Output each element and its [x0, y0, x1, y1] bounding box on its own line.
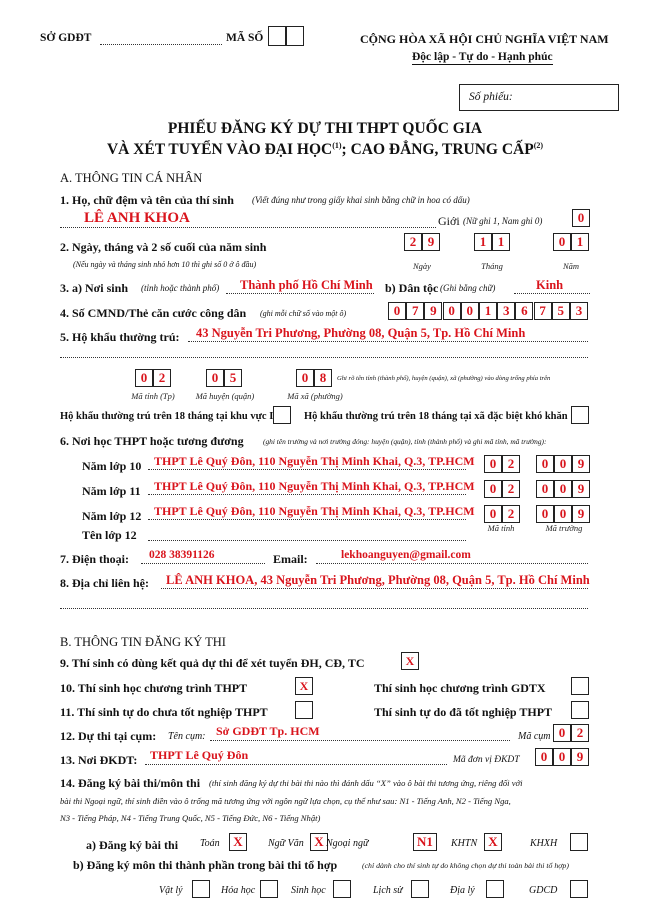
school-province-code-11-1[interactable]: 0 — [484, 480, 502, 498]
candidate-name[interactable]: LÊ ANH KHOA — [84, 210, 190, 226]
exam-label-1: Toán — [200, 838, 220, 849]
school-year-label-12: Năm lớp 12 — [82, 509, 142, 523]
day-caption: Ngày — [413, 261, 431, 271]
ticket-number-box[interactable] — [459, 84, 619, 111]
exam-label-5: KHXH — [530, 838, 558, 849]
form-title-line2: VÀ XÉT TUYỂN VÀO ĐẠI HỌC$^{(1)}$; CAO ĐẲNG, TRUNG CẤP$^{(2)}$ — [106, 141, 544, 159]
q14a-label: a) Đăng ký bài thi — [86, 838, 179, 852]
q2-label: 2. Ngày, tháng và 2 số cuối của năm sinh — [60, 240, 267, 254]
kv1-checkbox[interactable] — [273, 406, 291, 424]
birthplace[interactable]: Thành phố Hồ Chí Minh — [240, 278, 373, 292]
q14-note-3: N3 - Tiếng Pháp, N4 - Tiếng Trung Quốc, N5 - Tiếng Đức, N6 - Tiếng Nhật) — [60, 813, 321, 823]
form-title-line1: PHIẾU ĐĂNG KÝ DỰ THI THPT QUỐC GIA — [167, 120, 483, 137]
q5-label: 5. Hộ khẩu thường trú: — [60, 330, 180, 344]
school-province-code-10-1[interactable]: 0 — [484, 455, 502, 473]
district-code-2[interactable]: 5 — [224, 369, 242, 387]
class12-label: Tên lớp 12 — [82, 528, 137, 542]
q8-label: 8. Địa chỉ liên hệ: — [60, 576, 149, 590]
year-caption: Năm — [562, 261, 580, 271]
q12-label: 12. Dự thi tại cụm: — [60, 729, 157, 743]
subject-label-2: Hóa học — [221, 885, 256, 896]
gender-label: Giới — [438, 214, 460, 228]
q1-label: 1. Họ, chữ đệm và tên của thí sinh — [60, 193, 234, 207]
contact-address[interactable]: LÊ ANH KHOA, 43 Nguyễn Tri Phương, Phường 08, Quận 5, Tp. Hồ Chí Minh — [166, 573, 590, 587]
subject-label-6: GDCD — [529, 885, 558, 896]
school-caption: Mã trường — [545, 523, 583, 533]
subject-box-2[interactable] — [260, 880, 278, 898]
exam-label-2: Ngữ Văn — [268, 838, 304, 849]
exam-box-5[interactable] — [570, 833, 588, 851]
id-digit-box-11[interactable]: 3 — [570, 302, 588, 320]
province-caption: Mã tỉnh — [487, 523, 515, 533]
ward-code-2[interactable]: 8 — [314, 369, 332, 387]
q11b-label: Thí sinh tự do đã tốt nghiệp THPT — [374, 705, 553, 719]
subject-label-5: Địa lý — [450, 885, 475, 896]
month-caption: Tháng — [481, 261, 503, 271]
id-digit-box-2[interactable]: 7 — [406, 302, 424, 320]
q6-label: 6. Nơi học THPT hoặc tương đương — [60, 434, 244, 448]
q3-label: 3. a) Nơi sinh — [60, 281, 128, 295]
q9-checkbox[interactable]: X — [401, 652, 419, 670]
section-a-heading: A. THÔNG TIN CÁ NHÂN — [60, 171, 203, 185]
school-code-10-2[interactable]: 0 — [554, 455, 572, 473]
motto: Độc lập - Tự do - Hạnh phúc — [412, 51, 553, 63]
ward-code-caption: Mã xã (phường) — [287, 391, 343, 401]
q9-label: 9. Thí sinh có dùng kết quả dự thi để xét tuyển ĐH, CĐ, TC — [60, 656, 365, 670]
q1-note: (Viết đúng như trong giấy khai sinh bằng chữ in hoa có dấu) — [252, 195, 470, 205]
dob-day-1[interactable]: 2 — [404, 233, 422, 251]
id-digit-box-5[interactable]: 0 — [461, 302, 479, 320]
id-digit-box-7[interactable]: 3 — [497, 302, 515, 320]
subject-label-3: Sinh học — [291, 885, 326, 896]
q14-note-2: bài thi Ngoại ngữ, thí sinh điền vào ô trống mã tương ứng với ngôn ngữ lựa chọn, cụ thể như sau: N1 - Tiếng Anh, N2 - Tiếng Nga, — [60, 796, 511, 806]
id-digit-box-9[interactable]: 7 — [534, 302, 552, 320]
school-code-10-3[interactable]: 9 — [572, 455, 590, 473]
school-code-12-2[interactable]: 0 — [554, 505, 572, 523]
cluster-code-caption: Mã cụm — [518, 731, 551, 742]
q11b-checkbox[interactable] — [571, 701, 589, 719]
exam-label-4: KHTN — [451, 838, 478, 849]
exam-box-4[interactable]: X — [484, 833, 502, 851]
exam-box-1[interactable]: X — [229, 833, 247, 851]
q11-checkbox[interactable] — [295, 701, 313, 719]
q10b-label: Thí sinh học chương trình GDTX — [374, 681, 546, 695]
school-code-12-1[interactable]: 0 — [536, 505, 554, 523]
q7-label: 7. Điện thoại: — [60, 552, 129, 566]
dob-month-2[interactable]: 1 — [492, 233, 510, 251]
dbkk-checkbox[interactable] — [571, 406, 589, 424]
cluster-code-2[interactable]: 2 — [571, 724, 589, 742]
q4-label: 4. Số CMND/Thẻ căn cước công dân — [60, 306, 247, 320]
department-code-box-2[interactable] — [286, 26, 304, 46]
district-code-caption: Mã huyện (quận) — [195, 391, 255, 401]
ward-code-1[interactable]: 0 — [296, 369, 314, 387]
republic-title: CỘNG HÒA XÃ HỘI CHỦ NGHĨA VIỆT NAM — [360, 32, 609, 46]
school-code-12-3[interactable]: 9 — [572, 505, 590, 523]
q6-note: (ghi tên trường và nơi trường đóng: huyện (quận), tỉnh (thành phố) và ghi mã tỉnh, mã trường): — [263, 437, 547, 446]
unit-code-caption: Mã đơn vị ĐKDT — [453, 755, 520, 765]
school-code-11-1[interactable]: 0 — [536, 480, 554, 498]
exam-label-3: Ngoại ngữ — [326, 838, 369, 849]
phone[interactable]: 028 38391126 — [149, 549, 215, 561]
school-code-10-1[interactable]: 0 — [536, 455, 554, 473]
subject-box-4[interactable] — [411, 880, 429, 898]
q10-checkbox[interactable]: X — [295, 677, 313, 695]
code-label: MÃ SỐ — [226, 32, 264, 44]
school-year-label-11: Năm lớp 11 — [82, 484, 141, 498]
q14-note-1: (thí sinh đăng ký dự thi bài thi nào thì đánh dấu “X” vào ô bài thi tương ứng, riêng đối với — [209, 778, 523, 788]
gender-note: (Nữ ghi 1, Nam ghi 0) — [463, 216, 543, 226]
codes-note: Ghi rõ tên tỉnh (thành phố), huyện (quận), xã (phường) vào dòng trống phía trên — [337, 375, 551, 382]
department-code-box-1[interactable] — [268, 26, 286, 46]
ticket-number-label: Số phiếu: — [469, 91, 513, 103]
q4-note: (ghi mỗi chữ số vào một ô) — [260, 309, 347, 318]
province-code-2[interactable]: 2 — [153, 369, 171, 387]
subject-label-1: Vật lý — [159, 885, 183, 896]
subject-label-4: Lịch sử — [373, 885, 403, 896]
id-digit-box-8[interactable]: 6 — [515, 302, 533, 320]
q14-label: 14. Đăng ký bài thi/môn thi — [60, 776, 201, 790]
school-province-code-12-1[interactable]: 0 — [484, 505, 502, 523]
unit-code-2[interactable]: 0 — [553, 748, 571, 766]
q11-label: 11. Thí sinh tự do chưa tốt nghiệp THPT — [60, 705, 268, 719]
subject-box-3[interactable] — [333, 880, 351, 898]
school-code-11-2[interactable]: 0 — [554, 480, 572, 498]
id-digit-box-3[interactable]: 9 — [424, 302, 442, 320]
exam-box-2[interactable]: X — [310, 833, 328, 851]
unit-code-1[interactable]: 0 — [535, 748, 553, 766]
q13-label: 13. Nơi ĐKDT: — [60, 753, 138, 767]
unit-code-3[interactable]: 9 — [571, 748, 589, 766]
cluster-code-1[interactable]: 0 — [553, 724, 571, 742]
cluster-name[interactable]: Sở GDĐT Tp. HCM — [216, 724, 320, 738]
email[interactable]: lekhoanguyen@gmail.com — [341, 549, 471, 561]
school-year-label-10: Năm lớp 10 — [82, 459, 142, 473]
dob-day-2[interactable]: 9 — [422, 233, 440, 251]
school-name-10[interactable]: THPT Lê Quý Đôn, 110 Nguyễn Thị Minh Khai, Q.3, TP.HCM — [154, 454, 475, 468]
district-code-1[interactable]: 0 — [206, 369, 224, 387]
ethnicity[interactable]: Kinh — [536, 278, 564, 292]
id-digit-box-10[interactable]: 5 — [552, 302, 570, 320]
registration-place[interactable]: THPT Lê Quý Đôn — [150, 748, 249, 762]
school-province-code-11-2[interactable]: 2 — [502, 480, 520, 498]
department-label: SỞ GDĐT — [40, 32, 92, 44]
id-digit-box-4[interactable]: 0 — [443, 302, 461, 320]
dob-month-1[interactable]: 1 — [474, 233, 492, 251]
q14b-label: b) Đăng ký môn thi thành phần trong bài thi tổ hợp — [73, 858, 338, 872]
section-b-heading: B. THÔNG TIN ĐĂNG KÝ THI — [60, 635, 226, 649]
dob-year-1[interactable]: 0 — [553, 233, 571, 251]
school-province-code-10-2[interactable]: 2 — [502, 455, 520, 473]
subject-box-6[interactable] — [570, 880, 588, 898]
q2-note: (Nếu ngày và tháng sinh nhỏ hơn 10 thì ghi số 0 ở ô đầu) — [73, 260, 257, 269]
dbkk-label: Hộ khẩu thường trú trên 18 tháng tại xã đặc biệt khó khăn — [304, 411, 568, 422]
dob-year-2[interactable]: 1 — [571, 233, 589, 251]
province-code-caption: Mã tỉnh (Tp) — [131, 391, 175, 401]
id-digit-box-1[interactable]: 0 — [388, 302, 406, 320]
q10-label: 10. Thí sinh học chương trình THPT — [60, 681, 248, 695]
q3-note: (tỉnh hoặc thành phố) — [141, 283, 220, 293]
email-label: Email: — [273, 552, 308, 566]
school-name-11[interactable]: THPT Lê Quý Đôn, 110 Nguyễn Thị Minh Khai, Q.3, TP.HCM — [154, 479, 475, 493]
gender-box[interactable]: 0 — [572, 209, 590, 227]
permanent-address[interactable]: 43 Nguyễn Tri Phương, Phường 08, Quận 5, Tp. Hồ Chí Minh — [196, 326, 526, 340]
id-digit-box-6[interactable]: 1 — [479, 302, 497, 320]
kv1-label: Hộ khẩu thường trú trên 18 tháng tại khu vực I — [60, 411, 274, 422]
q10b-checkbox[interactable] — [571, 677, 589, 695]
province-code-1[interactable]: 0 — [135, 369, 153, 387]
school-province-code-12-2[interactable]: 2 — [502, 505, 520, 523]
q14b-note: (chỉ dành cho thí sinh tự do không chọn dự thi toàn bài thi tổ hợp) — [362, 861, 569, 870]
exam-box-3[interactable]: N1 — [413, 833, 437, 851]
subject-box-5[interactable] — [486, 880, 504, 898]
subject-box-1[interactable] — [192, 880, 210, 898]
q12-note: Tên cụm: — [168, 731, 206, 742]
school-code-11-3[interactable]: 9 — [572, 480, 590, 498]
school-name-12[interactable]: THPT Lê Quý Đôn, 110 Nguyễn Thị Minh Khai, Q.3, TP.HCM — [154, 504, 475, 518]
q3b-note: (Ghi bằng chữ) — [440, 283, 496, 293]
q3b-label: b) Dân tộc — [385, 281, 439, 295]
